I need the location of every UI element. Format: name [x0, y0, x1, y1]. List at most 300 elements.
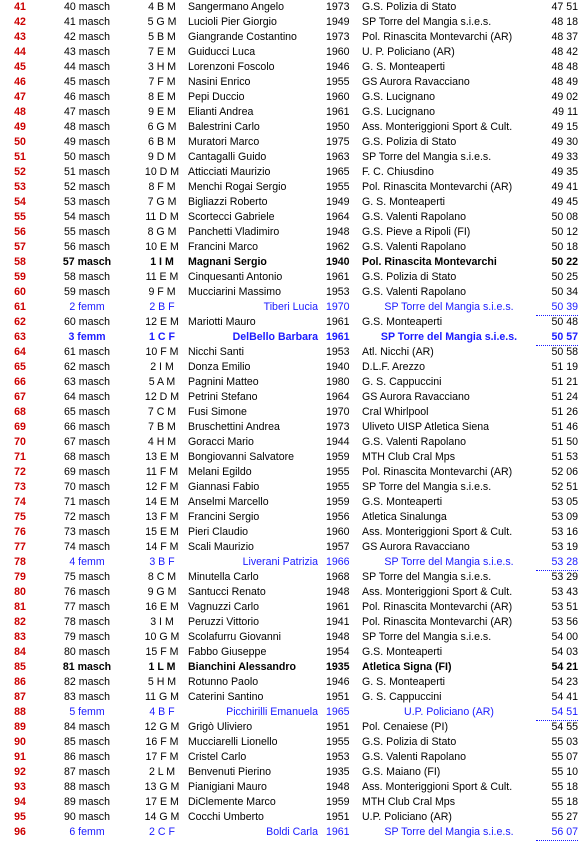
cell-ord: 1 L M [148, 661, 176, 673]
table-row [0, 165, 582, 180]
table-row [0, 240, 582, 255]
cell-year: 1957 [326, 541, 350, 553]
cell-name: Nicchi Santi [188, 346, 244, 358]
cell-club: G.S. Maiano (FI) [362, 766, 441, 778]
cell-ord: 12 F M [145, 481, 179, 493]
cell-name: Guiducci Luca [188, 46, 256, 58]
cell-pos: 68 [14, 406, 26, 418]
cell-year: 1955 [326, 181, 350, 193]
cell-pos: 75 [14, 511, 26, 523]
cell-cat: 66 masch [64, 421, 110, 433]
cell-time: 56 07 [536, 825, 578, 841]
cell-pos: 77 [14, 541, 26, 553]
cell-cat: 63 masch [64, 376, 110, 388]
table-row [0, 735, 582, 750]
cell-name: Bigliazzi Roberto [188, 196, 268, 208]
cell-time: 53 43 [551, 586, 578, 598]
cell-time: 50 18 [551, 241, 578, 253]
cell-time: 49 15 [551, 121, 578, 133]
cell-cat: 57 masch [62, 256, 112, 268]
cell-name: Giangrande Costantino [188, 31, 297, 43]
cell-time: 53 51 [551, 601, 578, 613]
table-row [0, 525, 582, 540]
cell-name: Caterini Santino [188, 691, 264, 703]
table-row [0, 150, 582, 165]
cell-ord: 7 G M [147, 196, 177, 208]
cell-year: 1961 [326, 106, 350, 118]
cell-ord: 5 B M [148, 31, 176, 43]
cell-year: 1954 [326, 646, 350, 658]
cell-name: Petrini Stefano [188, 391, 258, 403]
cell-pos: 76 [14, 526, 26, 538]
table-row [0, 135, 582, 150]
cell-time: 53 29 [551, 571, 578, 583]
cell-pos: 46 [14, 76, 26, 88]
cell-time: 53 09 [551, 511, 578, 523]
table-row [0, 495, 582, 510]
cell-name: Giannasi Fabio [188, 481, 260, 493]
cell-club: Atletica Signa (FI) [362, 661, 452, 673]
cell-cat: 61 masch [64, 346, 110, 358]
table-row [0, 795, 582, 810]
cell-pos: 71 [14, 451, 26, 463]
cell-cat: 85 masch [64, 736, 110, 748]
cell-ord: 4 B F [149, 706, 175, 718]
cell-year: 1964 [326, 211, 350, 223]
cell-club: G.S. Monteaperti [362, 316, 443, 328]
cell-club: U.P. Policiano (AR) [362, 811, 452, 823]
cell-cat: 83 masch [64, 691, 110, 703]
cell-ord: 13 F M [145, 511, 179, 523]
cell-name: Benvenuti Pierino [188, 766, 272, 778]
table-row [0, 60, 582, 75]
table-row [0, 570, 582, 585]
cell-year: 1951 [326, 811, 350, 823]
cell-ord: 3 I M [150, 616, 174, 628]
cell-ord: 13 E M [145, 451, 179, 463]
cell-ord: 15 F M [145, 646, 179, 658]
cell-club: Ass. Monteriggioni Sport & Cult. [362, 121, 513, 133]
cell-pos: 60 [14, 286, 26, 298]
cell-pos: 80 [14, 586, 26, 598]
cell-cat: 78 masch [64, 616, 110, 628]
cell-year: 1951 [326, 691, 350, 703]
cell-club: G.S. Polizia di Stato [362, 136, 457, 148]
cell-pos: 95 [14, 811, 26, 823]
cell-time: 54 55 [551, 721, 578, 733]
table-row [0, 750, 582, 765]
cell-club: Ass. Monteriggioni Sport & Cult. [362, 781, 513, 793]
cell-pos: 51 [14, 151, 26, 163]
cell-cat: 3 femm [68, 331, 106, 343]
cell-club: Ass. Monteriggioni Sport & Cult. [362, 586, 513, 598]
cell-club: G.S. Polizia di Stato [362, 1, 457, 13]
cell-name: Mucciarini Massimo [188, 286, 282, 298]
cell-cat: 59 masch [64, 286, 110, 298]
cell-name: Cinquesanti Antonio [188, 271, 283, 283]
cell-year: 1940 [326, 361, 350, 373]
cell-year: 1966 [326, 556, 350, 568]
cell-club: SP Torre del Mangia s.i.e.s. [380, 331, 518, 343]
cell-cat: 55 masch [64, 226, 110, 238]
cell-ord: 4 B M [148, 1, 176, 13]
cell-club: G.S. Polizia di Stato [362, 271, 457, 283]
cell-pos: 55 [14, 211, 26, 223]
cell-year: 1961 [326, 601, 350, 613]
cell-pos: 59 [14, 271, 26, 283]
cell-name: Lorenzoni Foscolo [188, 61, 275, 73]
table-row [0, 225, 582, 240]
table-row [0, 660, 582, 675]
cell-ord: 5 A M [148, 376, 176, 388]
table-row [0, 315, 582, 330]
cell-cat: 72 masch [64, 511, 110, 523]
cell-pos: 57 [14, 241, 26, 253]
cell-cat: 68 masch [64, 451, 110, 463]
cell-club: G.S. Valenti Rapolano [362, 436, 467, 448]
table-row [0, 300, 582, 315]
cell-year: 1944 [326, 436, 350, 448]
cell-time: 48 49 [551, 76, 578, 88]
cell-club: G.S. Lucignano [362, 106, 436, 118]
cell-club: G.S. Valenti Rapolano [362, 286, 467, 298]
cell-club: GS Aurora Ravacciano [362, 541, 470, 553]
cell-time: 49 33 [551, 151, 578, 163]
cell-cat: 43 masch [64, 46, 110, 58]
cell-ord: 2 C F [149, 826, 175, 838]
cell-pos: 84 [14, 646, 26, 658]
table-row [0, 810, 582, 825]
cell-time: 51 24 [551, 391, 578, 403]
cell-cat: 4 femm [69, 556, 105, 568]
cell-year: 1959 [326, 496, 350, 508]
cell-ord: 6 B M [148, 136, 176, 148]
cell-time: 52 51 [551, 481, 578, 493]
cell-name: Pieri Claudio [188, 526, 249, 538]
cell-name: Nasini Enrico [188, 76, 251, 88]
cell-ord: 5 G M [147, 16, 177, 28]
cell-cat: 49 masch [64, 136, 110, 148]
cell-name: Scolafurru Giovanni [188, 631, 282, 643]
cell-time: 55 07 [551, 751, 578, 763]
cell-cat: 74 masch [64, 541, 110, 553]
cell-club: G.S. Monteaperti [362, 646, 443, 658]
cell-time: 49 41 [551, 181, 578, 193]
table-row [0, 0, 582, 15]
cell-pos: 48 [14, 106, 26, 118]
cell-time: 55 27 [551, 811, 578, 823]
cell-name: Menchi Rogai Sergio [188, 181, 287, 193]
cell-time: 51 21 [551, 376, 578, 388]
cell-ord: 17 E M [145, 796, 179, 808]
cell-pos: 41 [14, 1, 26, 13]
cell-cat: 56 masch [64, 241, 110, 253]
cell-year: 1960 [326, 91, 350, 103]
cell-year: 1959 [326, 796, 350, 808]
cell-time: 54 23 [551, 676, 578, 688]
cell-ord: 2 I M [150, 361, 174, 373]
cell-time: 53 16 [551, 526, 578, 538]
table-row [0, 780, 582, 795]
cell-club: Pol. Cenaiese (PI) [362, 721, 448, 733]
cell-pos: 50 [14, 136, 26, 148]
cell-name: Melani Egildo [188, 466, 252, 478]
cell-ord: 2 L M [148, 766, 176, 778]
cell-pos: 82 [14, 616, 26, 628]
cell-ord: 2 B F [149, 301, 175, 313]
table-row [0, 450, 582, 465]
cell-ord: 10 D M [144, 166, 180, 178]
cell-ord: 6 G M [147, 121, 177, 133]
cell-cat: 40 masch [64, 1, 110, 13]
cell-year: 1961 [326, 316, 350, 328]
cell-ord: 10 F M [145, 346, 179, 358]
cell-name: Vagnuzzi Carlo [188, 601, 260, 613]
cell-pos: 66 [14, 376, 26, 388]
table-row [0, 480, 582, 495]
cell-club: D.L.F. Arezzo [362, 361, 425, 373]
cell-name: DelBello Barbara [232, 331, 318, 343]
cell-club: SP Torre del Mangia s.i.e.s. [384, 556, 514, 568]
cell-ord: 1 I M [150, 256, 174, 268]
cell-time: 51 53 [551, 451, 578, 463]
cell-cat: 50 masch [64, 151, 110, 163]
cell-cat: 71 masch [64, 496, 110, 508]
table-row [0, 285, 582, 300]
table-row [0, 90, 582, 105]
cell-cat: 46 masch [64, 91, 110, 103]
cell-time: 54 00 [551, 631, 578, 643]
cell-year: 1948 [326, 631, 350, 643]
cell-ord: 7 F M [148, 76, 176, 88]
cell-year: 1960 [326, 46, 350, 58]
cell-ord: 4 H M [147, 436, 177, 448]
cell-time: 50 12 [551, 226, 578, 238]
cell-name: Lucioli Pier Giorgio [188, 16, 277, 28]
cell-pos: 65 [14, 361, 26, 373]
cell-year: 1935 [326, 661, 350, 673]
cell-cat: 88 masch [64, 781, 110, 793]
cell-ord: 14 F M [145, 541, 179, 553]
cell-name: Santucci Renato [188, 586, 266, 598]
cell-name: Muratori Marco [188, 136, 260, 148]
cell-ord: 10 G M [144, 631, 180, 643]
cell-club: G. S. Cappuccini [362, 691, 442, 703]
cell-year: 1965 [326, 166, 350, 178]
cell-cat: 84 masch [64, 721, 110, 733]
cell-ord: 17 F M [145, 751, 179, 763]
table-row [0, 630, 582, 645]
cell-pos: 62 [14, 316, 26, 328]
cell-club: G.S. Valenti Rapolano [362, 241, 467, 253]
cell-ord: 14 G M [144, 811, 180, 823]
cell-year: 1949 [326, 196, 350, 208]
cell-club: Pol. Rinascita Montevarchi (AR) [362, 601, 513, 613]
cell-ord: 15 E M [145, 526, 179, 538]
cell-year: 1964 [326, 391, 350, 403]
cell-name: Minutella Carlo [188, 571, 259, 583]
cell-year: 1973 [326, 421, 350, 433]
cell-name: Goracci Mario [188, 436, 254, 448]
cell-pos: 92 [14, 766, 26, 778]
cell-name: Anselmi Marcello [188, 496, 269, 508]
cell-pos: 67 [14, 391, 26, 403]
cell-name: Cristel Carlo [188, 751, 247, 763]
cell-cat: 44 masch [64, 61, 110, 73]
cell-ord: 8 C M [147, 571, 177, 583]
cell-cat: 81 masch [62, 661, 112, 673]
cell-pos: 52 [14, 166, 26, 178]
cell-pos: 74 [14, 496, 26, 508]
cell-time: 54 03 [551, 646, 578, 658]
cell-name: Bruschettini Andrea [188, 421, 280, 433]
cell-club: G. S. Monteaperti [362, 61, 446, 73]
cell-club: Atletica Sinalunga [362, 511, 447, 523]
cell-year: 1935 [326, 766, 350, 778]
cell-club: Ass. Monteriggioni Sport & Cult. [362, 526, 513, 538]
table-row [0, 615, 582, 630]
cell-time: 54 41 [551, 691, 578, 703]
table-row [0, 405, 582, 420]
cell-club: Atl. Nicchi (AR) [362, 346, 434, 358]
cell-ord: 1 C F [149, 331, 175, 343]
cell-club: G. S. Monteaperti [362, 196, 446, 208]
cell-cat: 64 masch [64, 391, 110, 403]
cell-pos: 86 [14, 676, 26, 688]
cell-club: G.S. Valenti Rapolano [362, 751, 467, 763]
cell-name: Francini Sergio [188, 511, 260, 523]
table-row [0, 210, 582, 225]
cell-pos: 73 [14, 481, 26, 493]
cell-pos: 81 [14, 601, 26, 613]
cell-time: 50 58 [551, 346, 578, 358]
cell-cat: 2 femm [69, 301, 105, 313]
cell-name: Fusi Simone [188, 406, 247, 418]
cell-year: 1955 [326, 76, 350, 88]
cell-pos: 89 [14, 721, 26, 733]
cell-ord: 16 F M [145, 736, 179, 748]
cell-time: 48 37 [551, 31, 578, 43]
cell-cat: 60 masch [64, 316, 110, 328]
cell-year: 1946 [326, 676, 350, 688]
cell-pos: 63 [14, 331, 26, 343]
cell-name: Cocchi Umberto [188, 811, 264, 823]
cell-club: U. P. Policiano (AR) [362, 46, 455, 58]
cell-club: SP Torre del Mangia s.i.e.s. [384, 301, 514, 313]
cell-pos: 96 [14, 826, 26, 838]
cell-club: G. S. Monteaperti [362, 676, 446, 688]
cell-ord: 8 G M [147, 226, 177, 238]
table-row [0, 690, 582, 705]
cell-club: Pol. Rinascita Montevarchi (AR) [362, 181, 513, 193]
cell-pos: 69 [14, 421, 26, 433]
cell-time: 49 02 [551, 91, 578, 103]
cell-name: Grigò Uliviero [188, 721, 253, 733]
cell-name: DiClemente Marco [188, 796, 276, 808]
cell-club: Pol. Rinascita Montevarchi [362, 256, 497, 268]
cell-club: SP Torre del Mangia s.i.e.s. [362, 151, 492, 163]
cell-time: 53 05 [551, 496, 578, 508]
cell-club: Cral Whirlpool [362, 406, 429, 418]
table-row [0, 180, 582, 195]
table-row [0, 765, 582, 780]
table-row [0, 555, 582, 570]
cell-club: Uliveto UISP Atletica Siena [362, 421, 489, 433]
cell-club: SP Torre del Mangia s.i.e.s. [362, 631, 492, 643]
cell-year: 1961 [326, 826, 350, 838]
cell-cat: 41 masch [64, 16, 110, 28]
cell-ord: 9 F M [148, 286, 176, 298]
cell-ord: 12 G M [144, 721, 180, 733]
cell-pos: 53 [14, 181, 26, 193]
cell-time: 50 25 [551, 271, 578, 283]
cell-cat: 5 femm [69, 706, 105, 718]
cell-time: 51 26 [551, 406, 578, 418]
table-row [0, 345, 582, 360]
cell-time: 54 21 [551, 661, 578, 673]
cell-ord: 5 H M [147, 676, 177, 688]
cell-pos: 70 [14, 436, 26, 448]
cell-name: Bongiovanni Salvatore [188, 451, 295, 463]
cell-pos: 94 [14, 796, 26, 808]
cell-club: SP Torre del Mangia s.i.e.s. [384, 826, 514, 838]
cell-cat: 89 masch [64, 796, 110, 808]
cell-cat: 77 masch [64, 601, 110, 613]
table-row [0, 390, 582, 405]
cell-name: Peruzzi Vittorio [188, 616, 260, 628]
cell-ord: 12 E M [145, 316, 179, 328]
cell-year: 1970 [326, 406, 350, 418]
cell-pos: 79 [14, 571, 26, 583]
cell-name: Balestrini Carlo [188, 121, 260, 133]
cell-ord: 7 C M [147, 406, 177, 418]
cell-time: 53 28 [536, 555, 578, 571]
cell-cat: 87 masch [64, 766, 110, 778]
cell-year: 1980 [326, 376, 350, 388]
cell-club: U.P. Policiano (AR) [404, 706, 494, 718]
cell-year: 1956 [326, 511, 350, 523]
cell-cat: 45 masch [64, 76, 110, 88]
cell-name: Magnani Sergio [188, 256, 267, 268]
cell-pos: 87 [14, 691, 26, 703]
cell-year: 1965 [326, 706, 350, 718]
table-row [0, 705, 582, 720]
cell-pos: 83 [14, 631, 26, 643]
cell-time: 55 03 [551, 736, 578, 748]
table-row [0, 465, 582, 480]
cell-name: Liverani Patrizia [242, 556, 318, 568]
cell-ord: 13 G M [144, 781, 180, 793]
cell-time: 49 11 [552, 106, 578, 118]
cell-pos: 47 [14, 91, 26, 103]
cell-pos: 72 [14, 466, 26, 478]
cell-pos: 54 [14, 196, 26, 208]
cell-pos: 64 [14, 346, 26, 358]
cell-club: MTH Club Cral Mps [362, 796, 456, 808]
cell-year: 1963 [326, 151, 350, 163]
cell-club: GS Aurora Ravacciano [362, 76, 470, 88]
table-row [0, 645, 582, 660]
table-row [0, 510, 582, 525]
cell-year: 1951 [326, 721, 350, 733]
cell-club: Pol. Rinascita Montevarchi (AR) [362, 31, 513, 43]
cell-ord: 9 E M [148, 106, 176, 118]
cell-club: G.S. Monteaperti [362, 496, 443, 508]
cell-club: G.S. Polizia di Stato [362, 736, 457, 748]
cell-name: Scali Maurizio [188, 541, 254, 553]
cell-time: 53 56 [551, 616, 578, 628]
cell-time: 49 30 [551, 136, 578, 148]
